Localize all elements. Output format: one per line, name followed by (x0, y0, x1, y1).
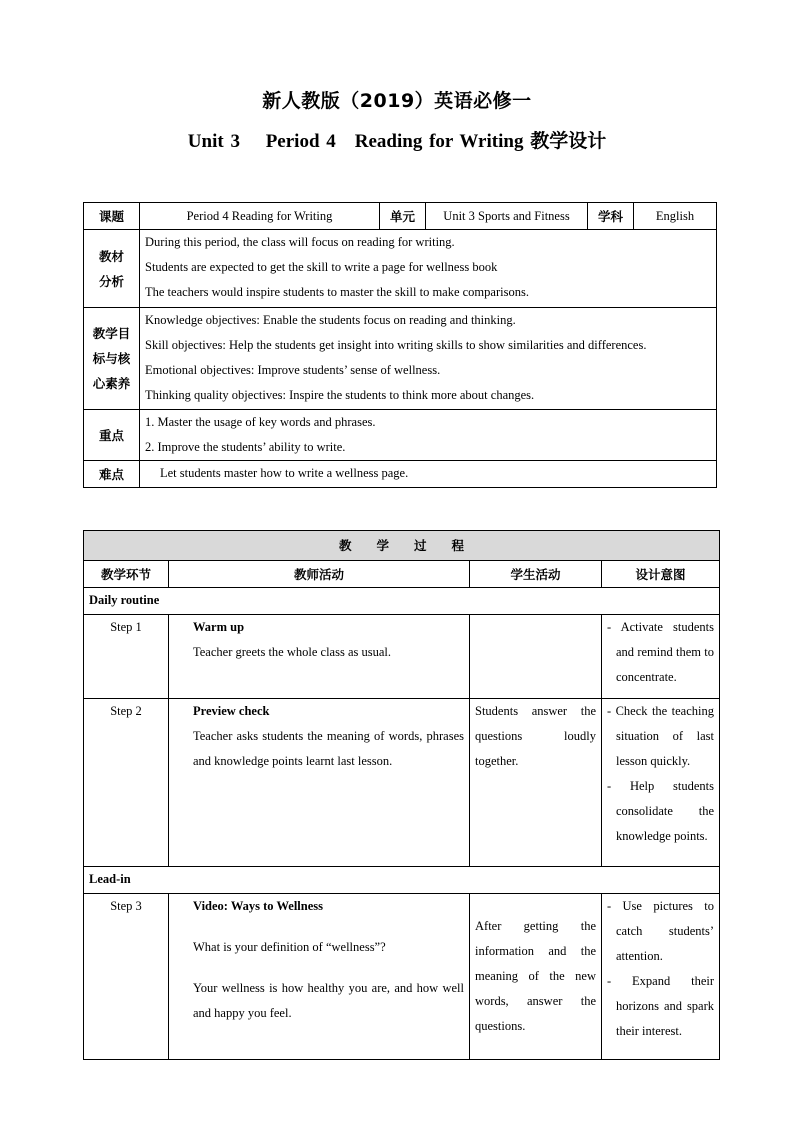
key-point-line: 2. Improve the students’ ability to write. (145, 440, 346, 454)
step-row (84, 615, 720, 699)
purpose-item: - Check the teaching situation of last lesson quickly. (607, 704, 715, 768)
student-activity: Students answer the questions loudly together. (470, 699, 602, 867)
teacher-activity (169, 894, 470, 1060)
goals-label-line: 教学目 (92, 326, 131, 341)
subject-value: English (634, 203, 717, 230)
design-purpose (602, 699, 720, 867)
purpose-item: - Help students consolidate the knowledge points. (607, 779, 715, 843)
teacher-text: What is your definition of “wellness”? (193, 940, 386, 954)
step-title: Video: Ways to Wellness (193, 899, 323, 913)
teacher-text: Your wellness is how healthy you are, and how well and happy you feel. (193, 981, 464, 1020)
section-row (84, 867, 720, 894)
difficult-points-row (84, 461, 717, 488)
section-title: Daily routine (84, 588, 720, 615)
purpose-item: - Activate students and remind them to concentrate. (607, 620, 715, 684)
column-header: 学生活动 (470, 561, 602, 588)
purpose-item: - Use pictures to catch students’ attention. (607, 899, 715, 963)
step-label: Step 2 (84, 699, 169, 867)
goals-label-line: 心素养 (92, 376, 131, 391)
purpose-item: - Expand their horizons and spark their interest. (607, 974, 715, 1038)
difficult-label: 难点 (84, 461, 140, 488)
topic-value: Period 4 Reading for Writing (140, 203, 380, 230)
material-label-line: 教材 (98, 248, 124, 264)
teacher-text: Teacher asks students the meaning of words, phrases and knowledge points learnt last lesson. (193, 729, 464, 768)
goals-text (140, 308, 717, 410)
unit-value: Unit 3 Sports and Fitness (426, 203, 588, 230)
student-activity: After getting the information and the meaning of the new words, answer the questions. (470, 894, 602, 1060)
key-points-text (140, 410, 717, 461)
material-analysis-row (84, 230, 717, 308)
goal-line: Thinking quality objectives: Inspire the students to think more about changes. (145, 388, 535, 402)
key-points-row (84, 410, 717, 461)
process-heading-row (84, 531, 720, 561)
goal-line: Knowledge objectives: Enable the students focus on reading and thinking. (145, 313, 516, 327)
material-line: Students are expected to get the skill to write a page for wellness book (145, 260, 498, 274)
teacher-text: Teacher greets the whole class as usual. (193, 645, 392, 659)
material-label (84, 230, 140, 308)
material-label-line: 分析 (98, 273, 124, 289)
teacher-activity (169, 615, 470, 699)
teacher-activity (169, 699, 470, 867)
step-row (84, 699, 720, 867)
step-title: Warm up (193, 620, 245, 634)
topic-row (84, 203, 717, 230)
student-activity (470, 615, 602, 699)
difficult-points-text: Let students master how to write a wellness page. (140, 461, 717, 488)
material-line: During this period, the class will focus on reading for writing. (145, 235, 455, 249)
goals-label (84, 308, 140, 410)
goals-row (84, 308, 717, 410)
column-header: 教师活动 (169, 561, 470, 588)
course-info-table (83, 202, 717, 488)
column-header-row (84, 561, 720, 588)
topic-label: 课题 (84, 203, 140, 230)
section-row (84, 588, 720, 615)
material-line: The teachers would inspire students to master the skill to make comparisons. (145, 285, 529, 299)
key-point-line: 1. Master the usage of key words and phrases. (145, 415, 376, 429)
column-header: 设计意图 (602, 561, 720, 588)
step-title: Preview check (193, 704, 270, 718)
step-label: Step 1 (84, 615, 169, 699)
goal-line: Skill objectives: Help the students get insight into writing skills to show similarities and differences. (145, 338, 647, 352)
document-subtitle: Unit 3 Period 4 Reading for Writing 教学设计 (187, 131, 607, 152)
unit-label: 单元 (380, 203, 426, 230)
subject-label: 学科 (588, 203, 634, 230)
goals-label-line: 标与核 (92, 351, 131, 366)
teaching-process-table (83, 530, 720, 1060)
goal-line: Emotional objectives: Improve students’ sense of wellness. (145, 363, 441, 377)
section-title: Lead-in (84, 867, 720, 894)
material-analysis-text (140, 230, 717, 308)
step-label: Step 3 (84, 894, 169, 1060)
document-title: 新人教版（2019）英语必修一 (262, 90, 532, 112)
column-header: 教学环节 (84, 561, 169, 588)
step-row (84, 894, 720, 1060)
design-purpose (602, 615, 720, 699)
key-label: 重点 (84, 410, 140, 461)
design-purpose (602, 894, 720, 1060)
process-heading: 教 学 过 程 (84, 531, 720, 561)
